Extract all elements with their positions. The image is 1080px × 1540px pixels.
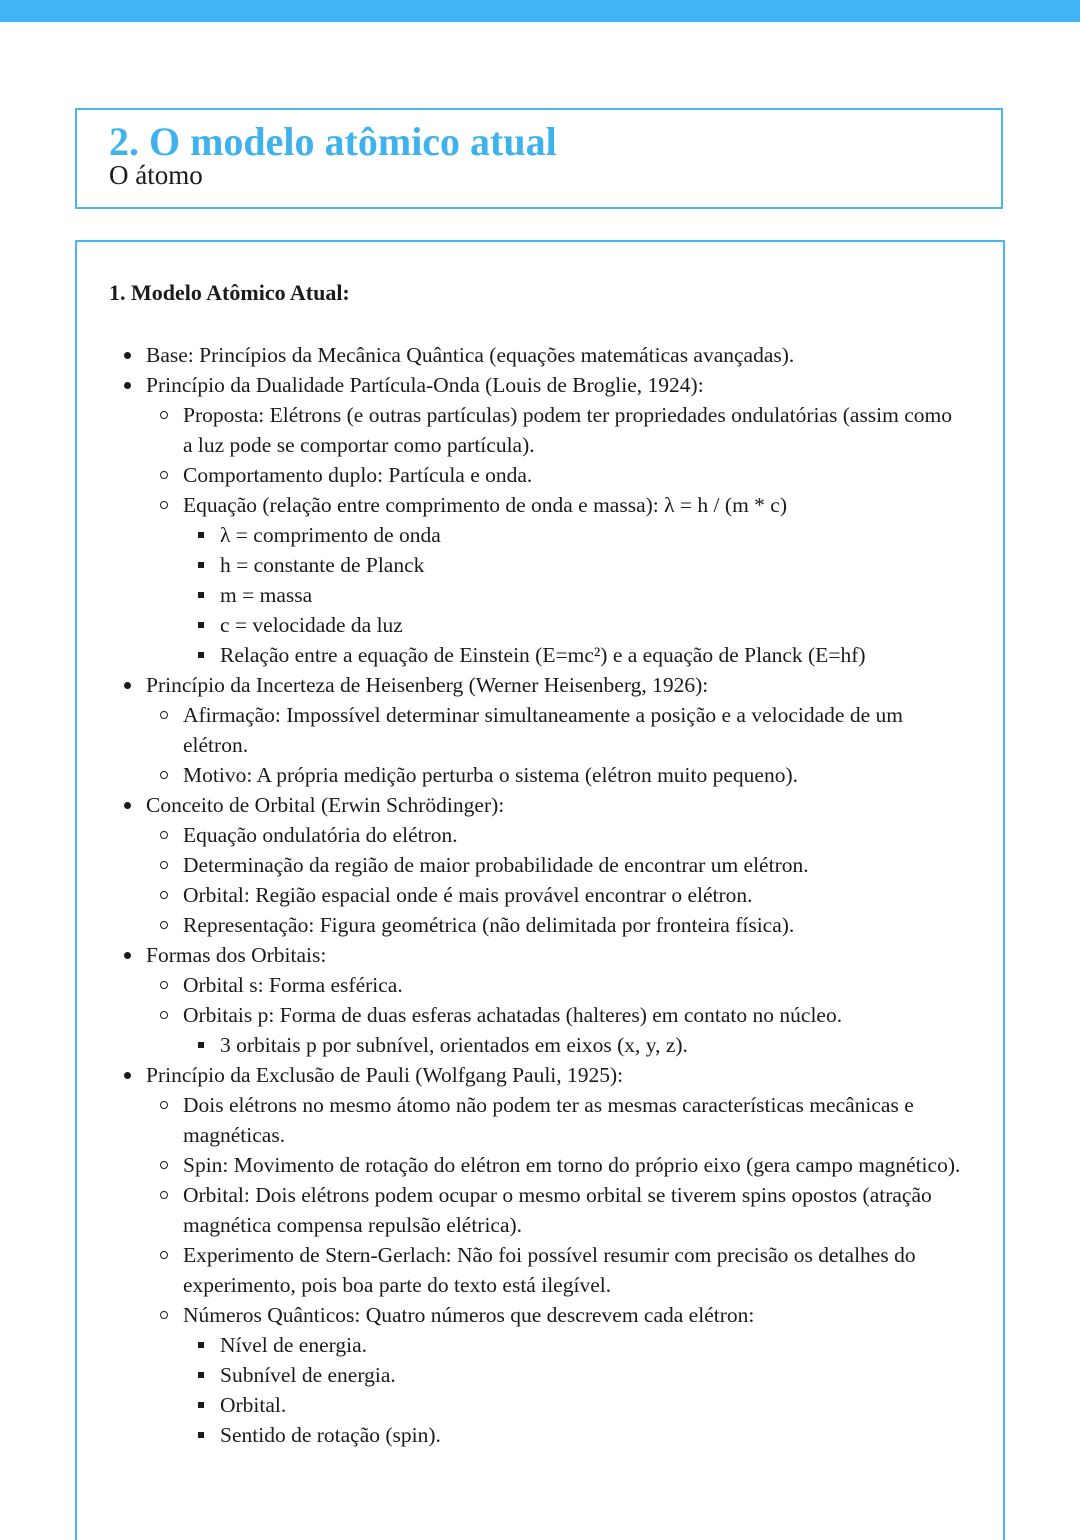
sub-list-level-2	[183, 1090, 966, 1450]
list-item-text: Princípio da Dualidade Partícula-Onda (Louis de Broglie, 1924):	[146, 373, 704, 397]
list-item-text: Orbital: Dois elétrons podem ocupar o mesmo orbital se tiverem spins opostos (atração magnética compensa repulsão elétrica).	[183, 1183, 932, 1237]
list-item-text: Spin: Movimento de rotação do elétron em torno do próprio eixo (gera campo magnético).	[183, 1153, 961, 1177]
list-item-level-2	[183, 1240, 966, 1300]
list-item-level-2	[183, 970, 966, 1000]
list-item-text: m = massa	[220, 583, 313, 607]
bullet-circle-icon	[157, 820, 171, 850]
list-item-level-2	[183, 400, 966, 460]
sub-list-level-2	[183, 970, 966, 1060]
list-item-text: Orbital.	[220, 1393, 287, 1417]
bullet-circle-icon	[157, 1000, 171, 1030]
bullet-square-icon	[194, 1420, 208, 1450]
list-item-text: h = constante de Planck	[220, 553, 425, 577]
bullet-disc-icon	[120, 670, 134, 700]
list-item-level-3	[220, 1360, 966, 1390]
bullet-square-icon	[194, 640, 208, 670]
list-item-level-3	[220, 520, 966, 550]
list-item-text: Orbitais p: Forma de duas esferas achatadas (halteres) em contato no núcleo.	[183, 1003, 843, 1027]
bullet-circle-icon	[157, 910, 171, 940]
list-item-level-2	[183, 910, 966, 940]
bullet-square-icon	[194, 1360, 208, 1390]
list-item-text: c = velocidade da luz	[220, 613, 403, 637]
bullet-circle-icon	[157, 1180, 171, 1210]
list-item-text: Equação ondulatória do elétron.	[183, 823, 458, 847]
bullet-square-icon	[194, 520, 208, 550]
bullet-square-icon	[194, 610, 208, 640]
bullet-circle-icon	[157, 700, 171, 730]
list-item-text: Nível de energia.	[220, 1333, 368, 1357]
list-item-text: Números Quânticos: Quatro números que descrevem cada elétron:	[183, 1303, 755, 1327]
list-item-level-1	[146, 790, 966, 940]
bullet-disc-icon	[120, 370, 134, 400]
page-title: 2. O modelo atômico atual	[109, 119, 557, 164]
bullet-circle-icon	[157, 490, 171, 520]
list-item-level-2	[183, 1300, 966, 1450]
list-item-text: Subnível de energia.	[220, 1363, 396, 1387]
page-subtitle: O átomo	[109, 160, 203, 190]
list-item-level-2	[183, 760, 966, 790]
bullet-circle-icon	[157, 760, 171, 790]
list-item-text: Base: Princípios da Mecânica Quântica (equações matemáticas avançadas).	[146, 343, 795, 367]
list-item-level-3	[220, 1420, 966, 1450]
list-item-text: Sentido de rotação (spin).	[220, 1423, 441, 1447]
sub-list-level-2	[183, 700, 966, 790]
list-item-level-1	[146, 340, 966, 370]
list-item-level-2	[183, 850, 966, 880]
list-item-level-3	[220, 1330, 966, 1360]
list-item-level-3	[220, 550, 966, 580]
list-item-text: Orbital: Região espacial onde é mais provável encontrar o elétron.	[183, 883, 753, 907]
list-item-text: 3 orbitais p por subnível, orientados em eixos (x, y, z).	[220, 1033, 688, 1057]
list-item-level-3	[220, 640, 966, 670]
list-item-level-1	[146, 370, 966, 670]
list-item-text: Determinação da região de maior probabilidade de encontrar um elétron.	[183, 853, 809, 877]
list-item-text: Motivo: A própria medição perturba o sistema (elétron muito pequeno).	[183, 763, 798, 787]
list-item-level-1	[146, 670, 966, 790]
list-item-text: Princípio da Exclusão de Pauli (Wolfgang Pauli, 1925):	[146, 1063, 624, 1087]
bullet-disc-icon	[120, 940, 134, 970]
list-item-text: Equação (relação entre comprimento de onda e massa): λ = h / (m * c)	[183, 493, 787, 517]
list-item-text: Proposta: Elétrons (e outras partículas) podem ter propriedades ondulatórias (assim como a luz pode se comportar como partícula).	[183, 403, 953, 457]
bullet-circle-icon	[157, 400, 171, 430]
list-item-level-2	[183, 700, 966, 760]
list-item-level-1	[146, 1060, 966, 1450]
bullet-circle-icon	[157, 1090, 171, 1120]
list-item-level-3	[220, 610, 966, 640]
list-item-text: Comportamento duplo: Partícula e onda.	[183, 463, 533, 487]
bullet-square-icon	[194, 580, 208, 610]
list-item-text: Formas dos Orbitais:	[146, 943, 327, 967]
section-heading: 1. Modelo Atômico Atual:	[109, 280, 350, 305]
bullet-disc-icon	[120, 340, 134, 370]
sub-list-level-2	[183, 820, 966, 940]
sub-list-level-2	[183, 400, 966, 670]
list-item-level-3	[220, 580, 966, 610]
list-item-level-2	[183, 1180, 966, 1240]
list-item-level-2	[183, 490, 966, 670]
bullet-square-icon	[194, 550, 208, 580]
list-item-text: Experimento de Stern-Gerlach: Não foi possível resumir com precisão os detalhes do experimento, pois boa parte do texto está ilegível.	[183, 1243, 916, 1297]
list-item-text: Dois elétrons no mesmo átomo não podem ter as mesmas características mecânicas e magnéticas.	[183, 1093, 914, 1147]
bullet-circle-icon	[157, 880, 171, 910]
list-item-text: Conceito de Orbital (Erwin Schrödinger):	[146, 793, 505, 817]
list-item-level-2	[183, 460, 966, 490]
bullet-square-icon	[194, 1030, 208, 1060]
top-accent-bar	[0, 0, 1080, 22]
sub-list-level-3	[220, 520, 966, 670]
list-item-text: λ = comprimento de onda	[220, 523, 441, 547]
title-box	[75, 108, 1003, 209]
list-item-text: Orbital s: Forma esférica.	[183, 973, 403, 997]
list-item-text: Relação entre a equação de Einstein (E=mc²) e a equação de Planck (E=hf)	[220, 643, 866, 667]
bullet-square-icon	[194, 1330, 208, 1360]
list-item-level-3	[220, 1390, 966, 1420]
bullet-square-icon	[194, 1390, 208, 1420]
list-item-level-1	[146, 940, 966, 1060]
bullet-circle-icon	[157, 970, 171, 1000]
sub-list-level-3	[220, 1330, 966, 1450]
bullet-circle-icon	[157, 1240, 171, 1270]
list-item-text: Princípio da Incerteza de Heisenberg (Werner Heisenberg, 1926):	[146, 673, 709, 697]
bullet-disc-icon	[120, 790, 134, 820]
list-item-level-2	[183, 880, 966, 910]
bullet-circle-icon	[157, 1300, 171, 1330]
main-bullet-list	[146, 340, 966, 1450]
bullet-circle-icon	[157, 850, 171, 880]
bullet-circle-icon	[157, 1150, 171, 1180]
list-item-level-2	[183, 820, 966, 850]
bullet-circle-icon	[157, 460, 171, 490]
bullet-disc-icon	[120, 1060, 134, 1090]
list-item-level-2	[183, 1090, 966, 1150]
list-item-level-3	[220, 1030, 966, 1060]
list-item-level-2	[183, 1150, 966, 1180]
sub-list-level-3	[220, 1030, 966, 1060]
list-item-text: Representação: Figura geométrica (não delimitada por fronteira física).	[183, 913, 795, 937]
list-item-text: Afirmação: Impossível determinar simultaneamente a posição e a velocidade de um elétron.	[183, 703, 903, 757]
list-item-level-2	[183, 1000, 966, 1060]
content-box	[75, 240, 1005, 1540]
